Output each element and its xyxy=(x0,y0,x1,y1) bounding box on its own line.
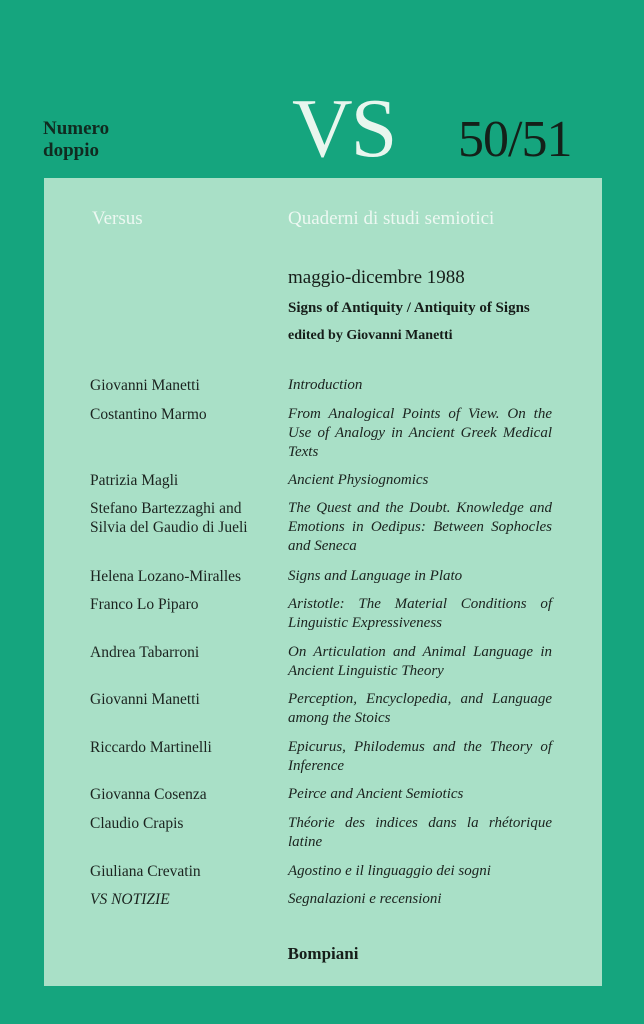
double-issue-label xyxy=(43,118,109,162)
issue-editor: edited by Giovanni Manetti xyxy=(288,328,453,343)
toc-title: Peirce and Ancient Semiotics xyxy=(288,786,464,802)
issue-number: 50/51 xyxy=(458,111,572,168)
toc-author: Stefano Bartezzaghi and Silvia del Gaudio di Jueli xyxy=(90,500,248,536)
numero-line-1: Numero xyxy=(43,118,110,139)
toc-author: Franco Lo Piparo xyxy=(90,596,199,613)
series-name: Versus xyxy=(92,208,143,229)
toc-author: VS NOTIZIE xyxy=(90,891,170,908)
toc-title: The Quest and the Doubt. Knowledge and Emotions in Oedipus: Between Sophocles and Seneca xyxy=(288,500,552,554)
toc-author: Patrizia Magli xyxy=(90,472,179,489)
vs-logo: VS xyxy=(292,82,396,175)
toc-title: Agostino e il linguaggio dei sogni xyxy=(288,863,491,879)
toc-author: Claudio Crapis xyxy=(90,815,184,832)
toc-author: Helena Lozano-Miralles xyxy=(90,568,242,585)
toc-title: Perception, Encyclopedia, and Language among the Stoics xyxy=(288,691,552,726)
toc-author: Giovanna Cosenza xyxy=(90,786,207,803)
toc-title: Signs and Language in Plato xyxy=(288,568,463,584)
toc-author: Giovanni Manetti xyxy=(90,377,200,394)
toc-title: Introduction xyxy=(288,377,363,393)
toc-title: Ancient Physiognomics xyxy=(288,472,429,488)
toc-title: Théorie des indices dans la rhétorique latine xyxy=(288,815,552,850)
toc-author: Costantino Marmo xyxy=(90,406,207,423)
toc-author: Giovanni Manetti xyxy=(90,691,200,708)
series-subtitle: Quaderni di studi semiotici xyxy=(288,208,495,229)
toc-title: Aristotle: The Material Conditions of Linguistic Expressiveness xyxy=(288,596,552,631)
publisher-name: Bompiani xyxy=(287,944,359,963)
toc-title: From Analogical Points of View. On the Use of Analogy in Ancient Greek Medical Texts xyxy=(288,406,552,460)
issue-date: maggio-dicembre 1988 xyxy=(288,267,465,288)
toc-title: Epicurus, Philodemus and the Theory of Inference xyxy=(288,739,552,774)
toc-author: Andrea Tabarroni xyxy=(90,644,200,661)
numero-line-2: doppio xyxy=(43,140,99,161)
toc-author: Giuliana Crevatin xyxy=(90,863,201,880)
issue-theme: Signs of Antiquity / Antiquity of Signs xyxy=(288,300,530,316)
toc-title: Segnalazioni e recensioni xyxy=(288,891,442,907)
toc-author: Riccardo Martinelli xyxy=(90,739,212,756)
contents-panel xyxy=(44,178,602,986)
toc-title: On Articulation and Animal Language in Ancient Linguistic Theory xyxy=(288,644,552,679)
